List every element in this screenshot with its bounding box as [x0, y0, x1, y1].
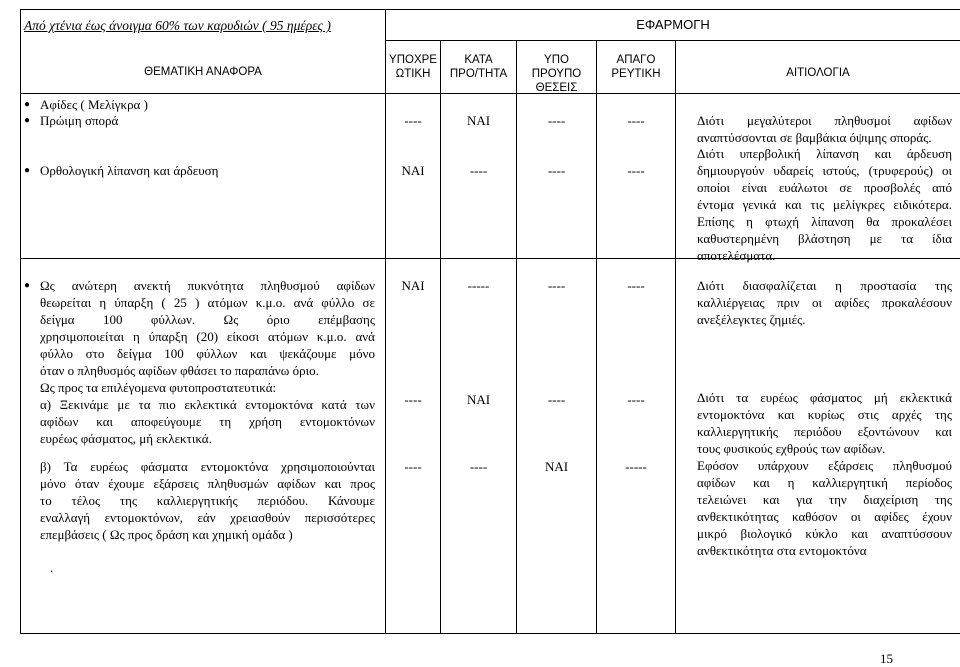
- threshold-mandatory: ΝΑΙ: [401, 278, 425, 293]
- option-a-recommended: ΝΑΙ: [466, 392, 491, 407]
- option-b-mandatory: ----: [404, 459, 422, 474]
- bottom-border: [20, 633, 960, 634]
- col-divider-1: [385, 9, 386, 634]
- header-bottom-border: [20, 93, 960, 94]
- conditional-header: ΥΠΟ ΠΡΟΥΠΟ ΘΕΣΕΙΣ: [531, 54, 582, 94]
- row2-mandatory: ΝΑΙ: [401, 163, 425, 178]
- row2-conditional: ----: [547, 163, 566, 178]
- document-title: Από χτένια έως άνοιγμα 60% των καρυδιών ( 95 ημέρες ): [24, 18, 331, 33]
- products-intro: Ως προς τα επιλέγομενα φυτοπροστατευτικά:: [40, 380, 277, 395]
- row2-label: Ορθολογική λίπανση και άρδευση: [40, 163, 219, 178]
- row1-recommended: ΝΑΙ: [466, 113, 491, 128]
- col-divider-4: [596, 40, 597, 634]
- row1-conditional: ----: [547, 113, 566, 128]
- trailing-dot: .: [50, 560, 54, 575]
- option-b-text: β) Τα ευρέως φάσματα εντομοκτόνα χρησιμοποιούνται μόνο όταν έχουμε εξάρσεις πληθυσμών αφίδων και προς το τέλος της καλλιεργητικής περιόδου. Κάνουμε εναλλαγή εντομοκτόνων, εάν χρειασθούν περισσότερες επεμβάσεις ( Ως προς δράση και χημική ομάδα ): [40, 459, 375, 542]
- option-a-mandatory: ----: [404, 392, 422, 407]
- recommended-header: ΚΑΤΑ ΠΡΟ/ΤΗΤΑ: [449, 54, 508, 80]
- row2-recommended: ----: [469, 163, 488, 178]
- page-number: 15: [880, 651, 893, 666]
- row1-label: Πρώιμη σπορά: [40, 113, 119, 128]
- justification-header: ΑΙΤΙΟΛΟΓΙΑ: [786, 67, 850, 79]
- section-heading: Αφίδες ( Μελίγκρα ): [40, 97, 148, 112]
- option-b-conditional: ΝΑΙ: [544, 459, 569, 474]
- mandatory-header: ΥΠΟΧΡΕ ΩΤΙΚΗ: [389, 54, 437, 80]
- left-border: [20, 9, 21, 634]
- row2-justification: Διότι υπερβολική λίπανση και άρδευση δημιουργούν υδαρείς ιστούς, (τρυφερούς) οι οποίοι είναι ευάλωτοι σε προσβολές από έντομα γενικά και τις μελίγκρες ειδικότερα. Επίσης η φτωχή λίπανση θα προκαλέσει καθυστερημένη βλάστηση με τα ίδια αποτελέσματα.: [697, 146, 952, 263]
- row1-justification: Διότι μεγαλύτεροι πληθυσμοί αφίδων αναπτύσσονται σε βαμβάκια όψιμης σποράς.: [697, 113, 952, 145]
- application-header: ΕΦΑΡΜΟΓΗ: [636, 17, 710, 32]
- row2-forbidden: ----: [627, 163, 645, 178]
- bullet-threshold: ●: [24, 280, 31, 291]
- option-a-text: α) Ξεκινάμε με τα πιο εκλεκτικά εντομοκτόνα κατά των αφίδων και αποφεύγουμε τη χρήση εντομοκτόνων ευρέως φάσματος, μή εκλεκτικά.: [40, 397, 375, 446]
- threshold-forbidden: ----: [627, 278, 645, 293]
- threshold-text: Ως ανώτερη ανεκτή πυκνότητα πληθυσμού αφίδων θεωρείται η ύπαρξη ( 25 ) ατόμων κ.μ.ο. ανά φύλλο σε δείγμα 100 φύλλων. Ως όριο επέμβασης χρησιμοποιείται η ύπαρξη (20) είκοσι ατόμων κ.μ.ο. ανά φύλλο στο δείγμα 100 φύλλων και ψεκάζουμε μόνο όταν ο πληθυσμός αφίδων φθάσει το παραπάνω όριο.: [40, 278, 375, 378]
- col-divider-3: [516, 40, 517, 634]
- bullet-row1: ●: [24, 115, 31, 126]
- threshold-justification: Διότι διασφαλίζεται η προστασία της καλλιέργειας πριν οι αφίδες προκαλέσουν ανεξέλεγκτες ζημιές.: [697, 278, 952, 327]
- row1-mandatory: ----: [404, 113, 422, 128]
- bullet-row2: ●: [24, 165, 31, 176]
- header-divider-app: [385, 40, 960, 41]
- options-justification: Διότι τα ευρέως φάσματος μή εκλεκτικά εντομοκτόνα και κυρίως στις αρχές της καλλιεργητικής περιόδου εξοντώνουν και τους φυσικούς εχθρούς των αφίδων. Εφόσον υπάρχουν εξάρσεις πληθυσμού αφίδων και η καλλιεργητική περίοδος τελειώνει και για την διαχείριση της ανθεκτικότητας καθόσον οι αφίδες έχουν μικρό βιολογικό κύκλο και αναπτύσσουν ανθεκτικότητα στα εντομοκτόνα: [697, 390, 952, 558]
- threshold-conditional: ----: [547, 278, 566, 293]
- option-b-forbidden: -----: [625, 459, 647, 474]
- bullet-heading: ●: [24, 99, 31, 110]
- row1-forbidden: ----: [627, 113, 645, 128]
- forbidden-header: ΑΠΑΓΟ ΡΕΥΤΙΚΗ: [611, 54, 661, 80]
- option-b-recommended: ----: [469, 459, 488, 474]
- col-divider-5: [675, 40, 676, 634]
- thematic-header: ΘΕΜΑΤΙΚΗ ΑΝΑΦΟΡΑ: [144, 66, 262, 78]
- option-a-forbidden: ----: [627, 392, 645, 407]
- top-border: [20, 9, 960, 10]
- col-divider-2: [440, 40, 441, 634]
- threshold-recommended: -----: [467, 278, 490, 293]
- option-a-conditional: ----: [547, 392, 566, 407]
